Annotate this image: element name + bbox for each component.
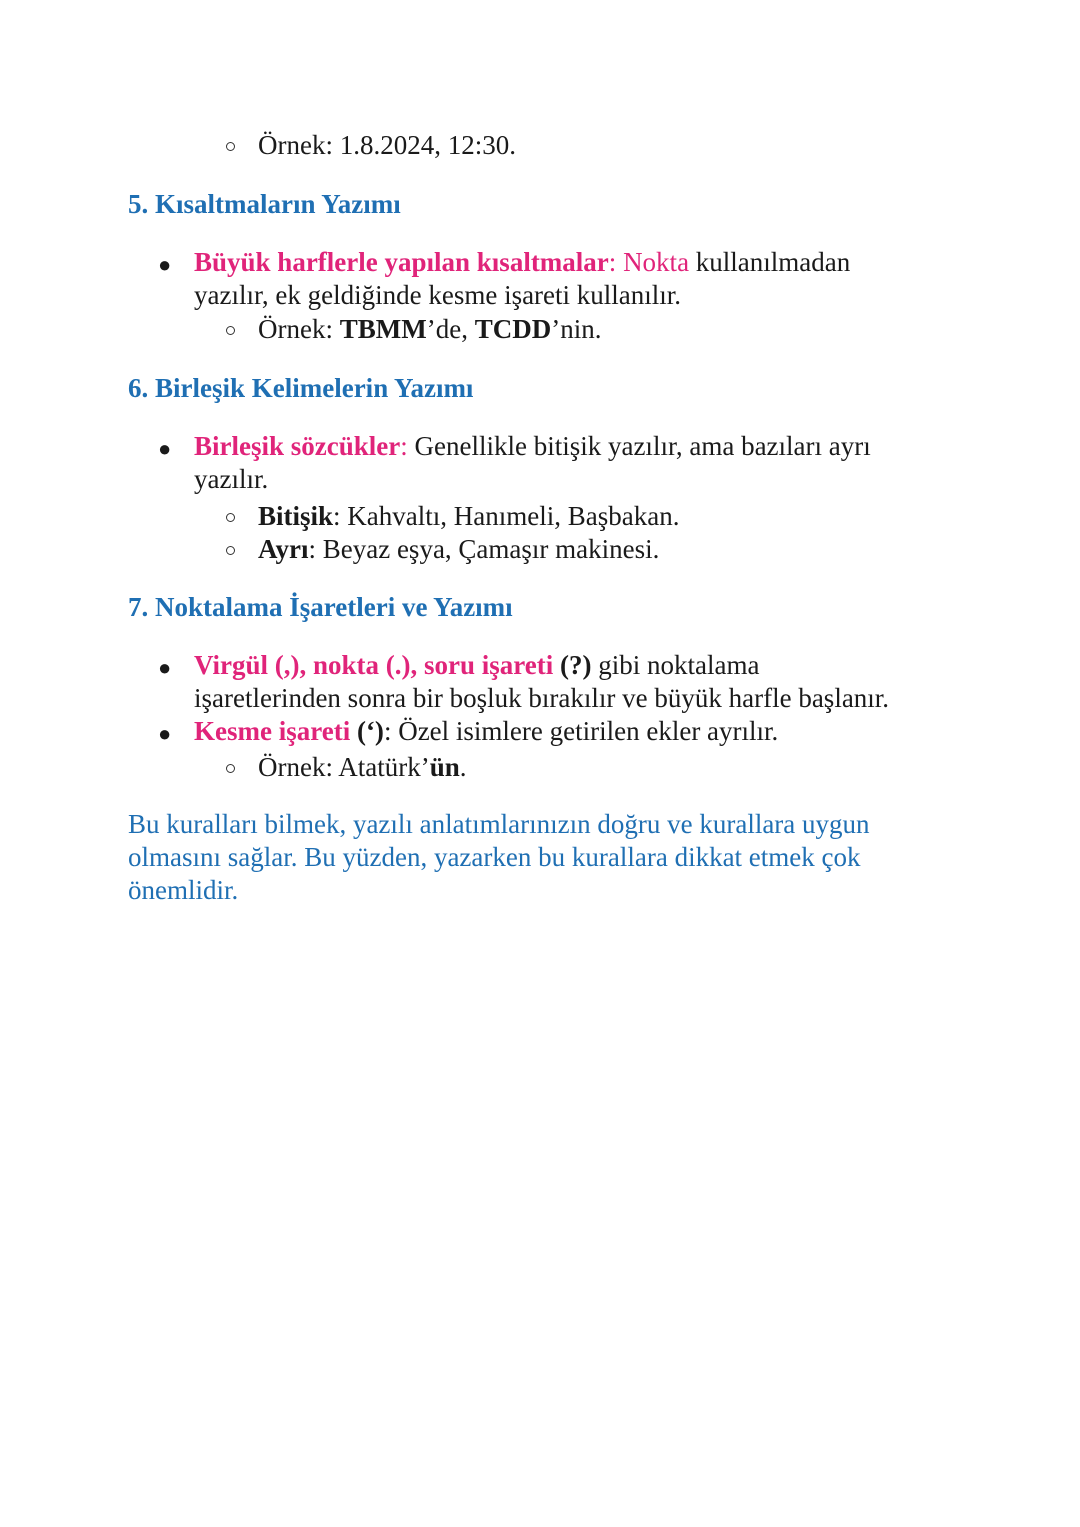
s7-b2-text: : Özel isimlere getirilen ekler ayrılır. — [383, 716, 779, 746]
s4-example: Örnek: 1.8.2024, 12:30. — [258, 130, 516, 160]
s7-b1-sym: (?) — [553, 650, 592, 680]
s7-b2-sym: (‘) — [350, 716, 384, 746]
s6-heading: 6. Birleşik Kelimelerin Yazımı — [128, 373, 474, 403]
s6-sub1-text: : Kahvaltı, Hanımeli, Başbakan. — [333, 501, 680, 531]
s5-ex-label: Örnek: — [258, 314, 340, 344]
s7-b2-term: Kesme işareti — [194, 716, 351, 746]
s6-sub2 — [258, 533, 659, 566]
s7-example — [258, 751, 467, 784]
s6-sub1-label: Bitişik — [258, 501, 334, 531]
s5-ex-t2: ’nin. — [551, 314, 602, 344]
s5-ex-tbmm: TBMM — [339, 314, 427, 344]
bullet-dot-icon: ● — [158, 252, 172, 277]
s6-sub1 — [258, 500, 679, 533]
s5-nokta: Nokta — [623, 247, 690, 277]
s5-ex-tcdd: TCDD — [474, 314, 552, 344]
sub-bullet-circle-icon — [226, 142, 235, 151]
sub-bullet-circle-icon — [226, 546, 235, 555]
conclusion-line2: olmasını sağlar. Bu yüzden, yazarken bu kurallara dikkat etmek çok — [128, 842, 861, 872]
s5-colon: : — [608, 247, 617, 277]
s7-heading: 7. Noktalama İşaretleri ve Yazımı — [128, 592, 513, 622]
s6-sub2-text: : Beyaz eşya, Çamaşır makinesi. — [308, 534, 660, 564]
s7-ex-end: . — [459, 752, 467, 782]
bullet-dot-icon: ● — [158, 655, 172, 680]
s5-bullet-term: Büyük harflerle yapılan kısaltmalar — [194, 247, 609, 277]
sub-bullet-circle-icon — [226, 326, 235, 335]
bullet-dot-icon: ● — [158, 721, 172, 746]
s7-ex-bold: ün — [429, 752, 460, 782]
s5-ex-t1: ’de, — [426, 314, 475, 344]
s7-b1-term: Virgül (,), nokta (.), soru işareti — [194, 650, 554, 680]
s7-b1-text1: gibi noktalama — [591, 650, 760, 680]
s5-bullet-line2: yazılır, ek geldiğinde kesme işareti kullanılır. — [194, 280, 682, 310]
conclusion-line1: Bu kuralları bilmek, yazılı anlatımlarınızın doğru ve kurallara uygun — [128, 809, 870, 839]
s6-text1: Genellikle bitişik yazılır, ama bazıları ayrı — [407, 431, 871, 461]
s6-sub2-label: Ayrı — [258, 534, 309, 564]
s7-ex-label: Örnek: Atatürk’ — [258, 752, 430, 782]
s5-heading: 5. Kısaltmaların Yazımı — [128, 189, 401, 219]
bullet-dot-icon: ● — [158, 436, 172, 461]
s6-bullet-line1 — [194, 430, 871, 463]
s6-bullet-line2: yazılır. — [194, 464, 269, 494]
sub-bullet-circle-icon — [226, 764, 235, 773]
s6-bullet-term: Birleşik sözcükler — [194, 431, 401, 461]
s7-bullet1-line1 — [194, 649, 759, 682]
s5-text1: kullanılmadan — [689, 247, 851, 277]
sub-bullet-circle-icon — [226, 513, 235, 522]
s7-bullet1-line2: işaretlerinden sonra bir boşluk bırakılır ve büyük harfle başlanır. — [194, 683, 890, 713]
conclusion-line3: önemlidir. — [128, 875, 239, 905]
s5-bullet-line1 — [194, 246, 850, 279]
s7-bullet2 — [194, 715, 778, 748]
s6-colon: : — [400, 431, 408, 461]
s5-example — [258, 313, 601, 346]
